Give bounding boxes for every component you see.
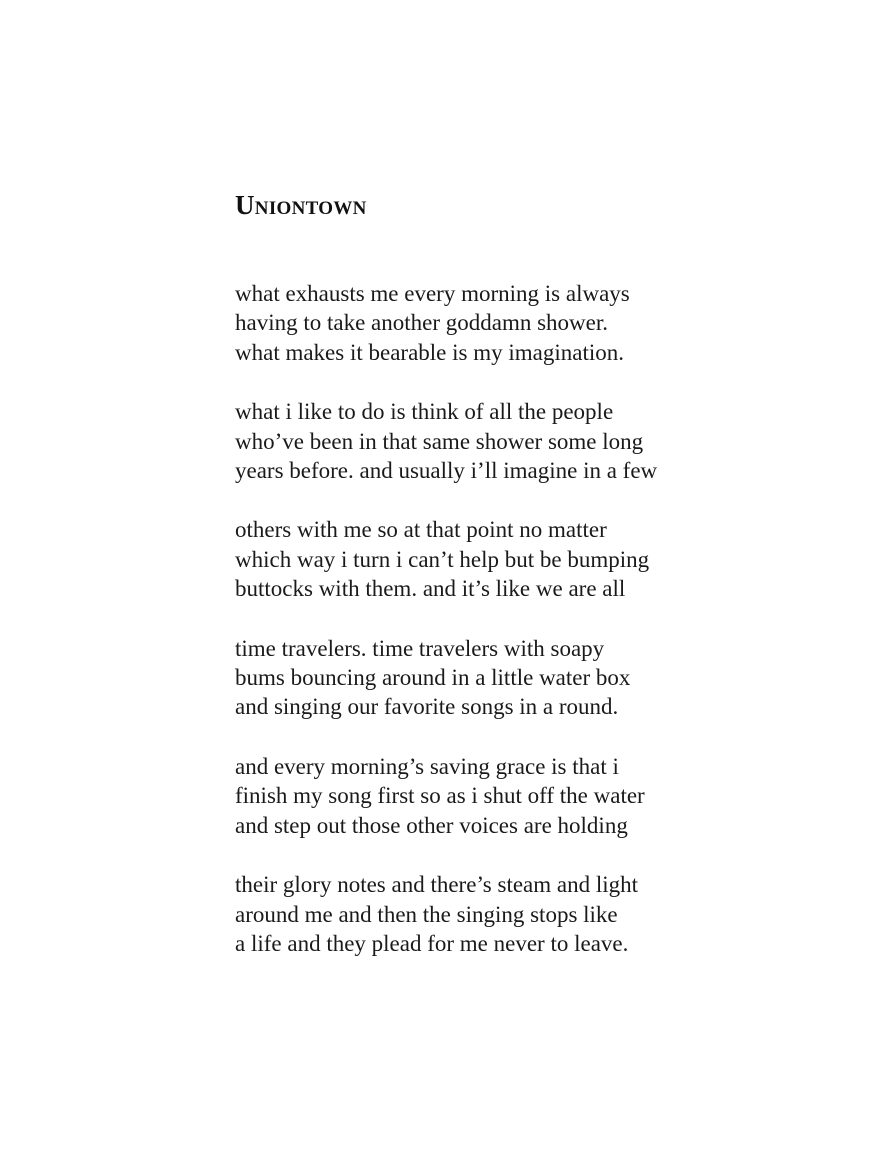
poem-line: what i like to do is think of all the people [235, 399, 614, 425]
poem-line: years before. and usually i’ll imagine in a few [235, 458, 658, 484]
poem-line: and every morning’s saving grace is that i [235, 753, 619, 779]
poem-line: their glory notes and there’s steam and light [235, 872, 639, 898]
poem-line: a life and they plead for me never to leave. [235, 930, 629, 956]
poem-line: finish my song first so as i shut off the water [235, 783, 645, 809]
poem-title: Uniontown [235, 190, 367, 220]
poem-line: bums bouncing around in a little water box [235, 665, 631, 691]
stanza [235, 870, 835, 958]
poem-line: who’ve been in that same shower some long [235, 428, 644, 454]
stanza [235, 279, 835, 367]
poem-line: time travelers. time travelers with soapy [235, 635, 605, 661]
poem-line: which way i turn i can’t help but be bumping [235, 546, 650, 572]
poem [235, 186, 835, 988]
poem-line: and step out those other voices are holding [235, 812, 628, 838]
poem-line: others with me so at that point no matter [235, 517, 607, 543]
stanza [235, 634, 835, 722]
stanza [235, 752, 835, 840]
poem-line: around me and then the singing stops like [235, 901, 618, 927]
poem-line: having to take another goddamn shower. [235, 310, 609, 336]
poem-line: what makes it bearable is my imagination. [235, 339, 624, 365]
poem-line: what exhausts me every morning is always [235, 281, 630, 306]
poem-line: buttocks with them. and it’s like we are all [235, 576, 626, 602]
poem-line: and singing our favorite songs in a round. [235, 694, 619, 720]
stanza [235, 397, 835, 485]
stanza [235, 515, 835, 603]
